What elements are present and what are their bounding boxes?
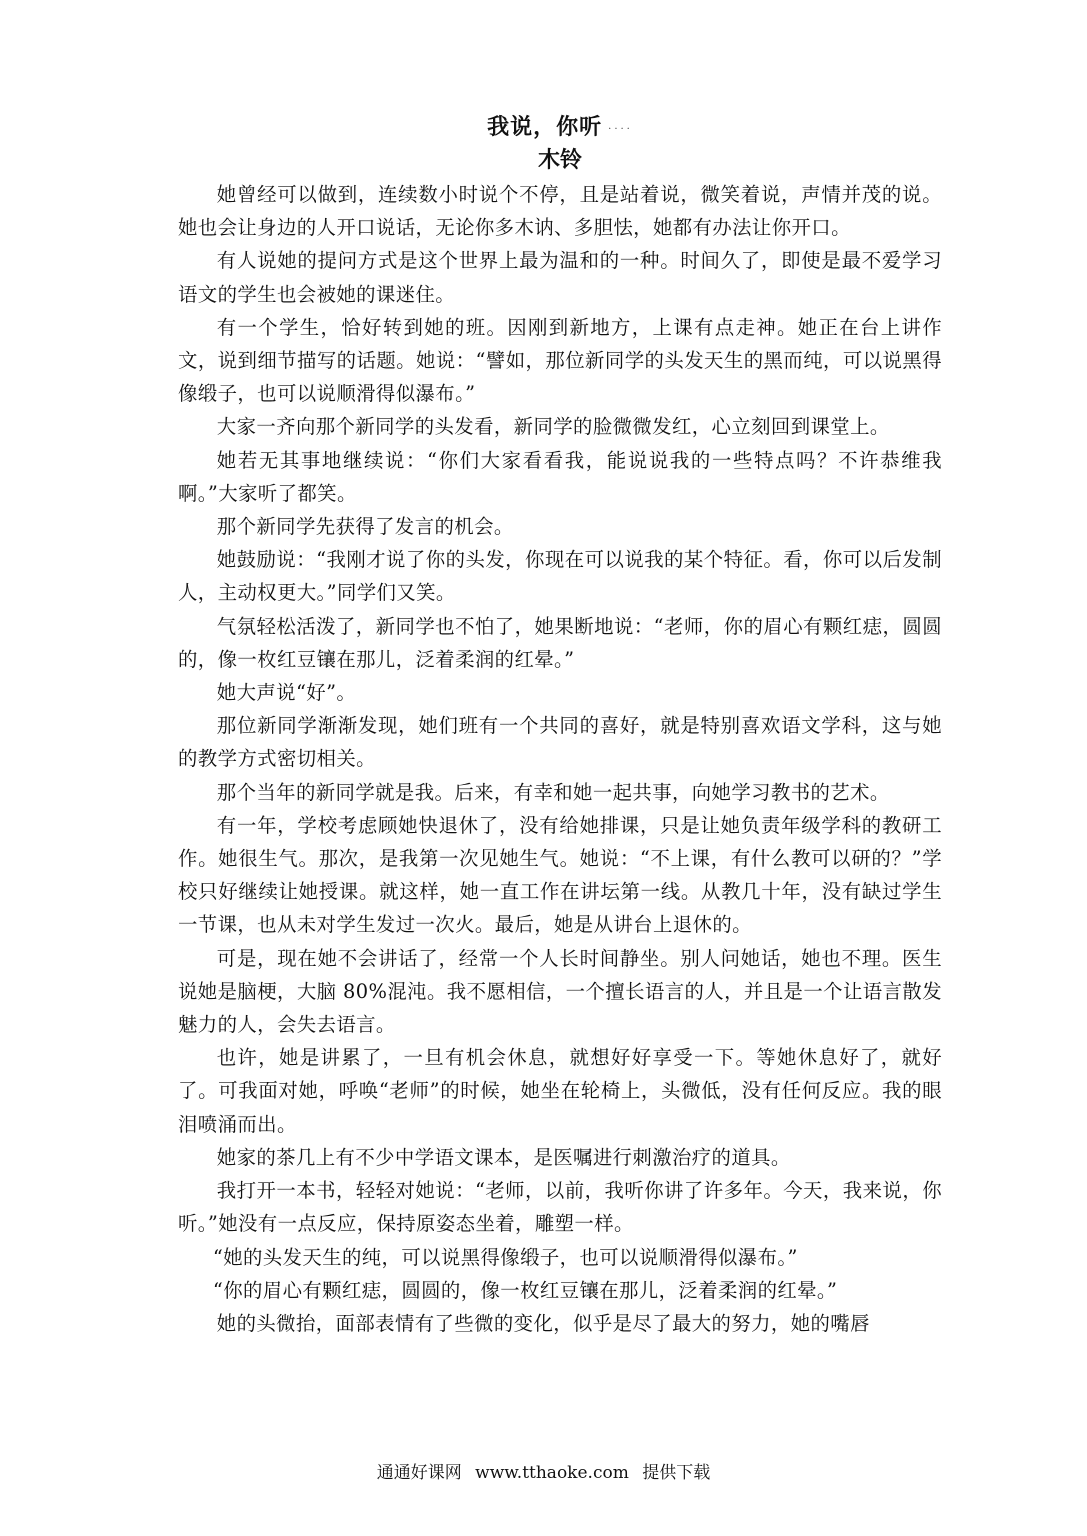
paragraph-6: 那个新同学先获得了发言的机会。 — [216, 515, 514, 539]
footer-site-name: 通通好课网 — [376, 1463, 462, 1483]
footer-url[interactable]: www.tthaoke.com — [475, 1463, 629, 1483]
paragraph-7: 她鼓励说：“我刚才说了你的头发，你现在可以说我的某个特征。看，你可以后发制人，主动权更大。”同学们又笑。 — [178, 548, 942, 605]
title-dots: .... — [608, 121, 633, 132]
paragraph-4: 大家一齐向那个新同学的头发看，新同学的脸微微发红，心立刻回到课堂上。 — [216, 415, 890, 439]
paragraph-13: 可是，现在她不会讲话了，经常一个人长时间静坐。别人问她话，她也不理。医生说她是脑梗，大脑 80%混沌。我不愿相信，一个擅长语言的人，并且是一个让语言散发魅力的人，会失去语言。 — [178, 946, 942, 1037]
paragraph-5: 她若无其事地继续说：“你们大家看看我，能说说我的一些特点吗？不许恭维我啊。”大家听了都笑。 — [178, 448, 942, 505]
paragraph-11: 那个当年的新同学就是我。后来，有幸和她一起共事，向她学习教书的艺术。 — [216, 780, 890, 804]
paragraph-1: 她曾经可以做到，连续数小时说个不停，且是站着说，微笑着说，声情并茂的说。她也会让身边的人开口说话，无论你多木讷、多胆怯，她都有办法让你开口。 — [178, 183, 942, 240]
paragraph-3: 有一个学生，恰好转到她的班。因刚到新地方，上课有点走神。她正在台上讲作文，说到细节描写的话题。她说：“譬如，那位新同学的头发天生的黑而纯，可以说黑得像缎子，也可以说顺滑得似瀑布。” — [178, 315, 942, 406]
article-title — [178, 110, 942, 144]
footer-suffix: 提供下载 — [642, 1463, 711, 1483]
paragraph-19: 她的头微抬，面部表情有了些微的变化，似乎是尽了最大的努力，她的嘴唇 — [216, 1311, 870, 1335]
article-author: 木铃 — [537, 147, 582, 173]
paragraph-2: 有人说她的提问方式是这个世界上最为温和的一种。时间久了，即使是最不爱学习语文的学生也会被她的课迷住。 — [178, 249, 942, 306]
paragraph-16: 我打开一本书，轻轻对她说：“老师，以前，我听你讲了许多年。今天，我来说，你听。”她没有一点反应，保持原姿态坐着，雕塑一样。 — [178, 1179, 942, 1236]
paragraph-17: “她的头发天生的纯，可以说黑得像缎子，也可以说顺滑得似瀑布。” — [212, 1245, 798, 1269]
document-page — [178, 110, 942, 1340]
paragraph-18: “你的眉心有颗红痣，圆圆的，像一枚红豆镶在那儿，泛着柔润的红晕。” — [212, 1278, 838, 1302]
page-footer — [0, 1458, 1087, 1483]
paragraph-14: 也许，她是讲累了，一旦有机会休息，就想好好享受一下。等她休息好了，就好了。可我面对她，呼唤“老师”的时候，她坐在轮椅上，头微低，没有任何反应。我的眼泪喷涌而出。 — [178, 1046, 942, 1136]
article-title-text: 我说，你听 — [487, 114, 603, 140]
paragraph-9: 她大声说“好”。 — [216, 681, 357, 705]
paragraph-10: 那位新同学渐渐发现，她们班有一个共同的喜好，就是特别喜欢语文学科，这与她的教学方式密切相关。 — [178, 714, 942, 771]
paragraph-12: 有一年，学校考虑顾她快退休了，没有给她排课，只是让她负责年级学科的教研工作。她很生气。那次，是我第一次见她生气。她说：“不上课，有什么教可以研的？”学校只好继续让她授课。就这样，她一直工作在讲坛第一线。从教几十年，没有缺过学生一节课，也从未对学生发过一次火。最后，她是从讲台上退休的。 — [178, 813, 942, 937]
paragraph-15: 她家的茶几上有不少中学语文课本，是医嘱进行刺激治疗的道具。 — [216, 1145, 791, 1169]
paragraph-8: 气氛轻松活泼了，新同学也不怕了，她果断地说：“老师，你的眉心有颗红痣，圆圆的，像一枚红豆镶在那儿，泛着柔润的红晕。” — [178, 614, 942, 671]
